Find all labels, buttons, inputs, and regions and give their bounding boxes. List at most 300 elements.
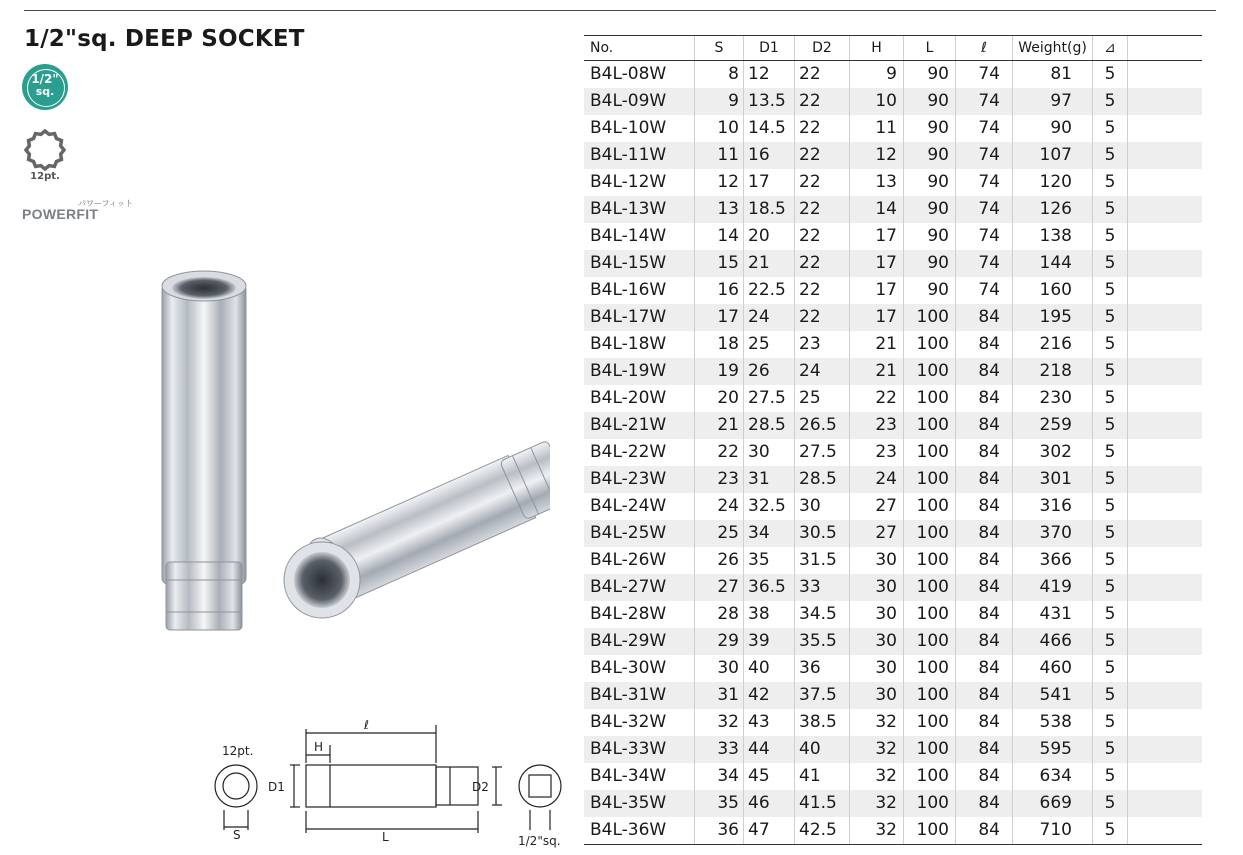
header-weight: Weight(g) [1013, 36, 1093, 61]
header-d1: D1 [744, 36, 795, 61]
cell-d2: 33 [795, 574, 850, 601]
cell-weight: 538 [1013, 709, 1093, 736]
cell-l: 90 [904, 169, 956, 196]
cell-no: B4L-35W [584, 790, 695, 817]
cell-s: 29 [695, 628, 744, 655]
cell-s: 12 [695, 169, 744, 196]
cell-s: 22 [695, 439, 744, 466]
cell-d1: 35 [744, 547, 795, 574]
cell-h: 9 [850, 61, 904, 89]
cell-no: B4L-08W [584, 61, 695, 89]
dimension-diagram [200, 715, 580, 855]
cell-ell: 84 [956, 358, 1013, 385]
cell-l: 90 [904, 61, 956, 89]
cell-s: 36 [695, 817, 744, 845]
table-row [584, 277, 1202, 304]
cell-blank [1128, 439, 1203, 466]
cell-no: B4L-22W [584, 439, 695, 466]
cell-s: 11 [695, 142, 744, 169]
table-row [584, 547, 1202, 574]
diagram-label-12pt: 12pt. [222, 744, 254, 758]
cell-blank [1128, 142, 1203, 169]
cell-no: B4L-09W [584, 88, 695, 115]
cell-pack-qty: 5 [1093, 655, 1128, 682]
table-row [584, 142, 1202, 169]
cell-s: 20 [695, 385, 744, 412]
table-row [584, 628, 1202, 655]
cell-no: B4L-17W [584, 304, 695, 331]
cell-blank [1128, 682, 1203, 709]
cell-weight: 259 [1013, 412, 1093, 439]
cell-h: 32 [850, 790, 904, 817]
cell-d1: 42 [744, 682, 795, 709]
cell-d1: 20 [744, 223, 795, 250]
cell-pack-qty: 5 [1093, 790, 1128, 817]
brand-name: POWERFIT [22, 206, 99, 222]
cell-d1: 28.5 [744, 412, 795, 439]
cell-weight: 126 [1013, 196, 1093, 223]
cell-weight: 710 [1013, 817, 1093, 845]
cell-d1: 31 [744, 466, 795, 493]
cell-weight: 301 [1013, 466, 1093, 493]
cell-s: 18 [695, 331, 744, 358]
cell-no: B4L-21W [584, 412, 695, 439]
cell-blank [1128, 412, 1203, 439]
cell-weight: 541 [1013, 682, 1093, 709]
cell-d1: 44 [744, 736, 795, 763]
cell-h: 10 [850, 88, 904, 115]
twelve-point-icon [22, 128, 68, 172]
cell-l: 90 [904, 88, 956, 115]
cell-blank [1128, 736, 1203, 763]
cell-pack-qty: 5 [1093, 196, 1128, 223]
cell-d1: 12 [744, 61, 795, 89]
cell-l: 100 [904, 439, 956, 466]
cell-d2: 38.5 [795, 709, 850, 736]
cell-weight: 81 [1013, 61, 1093, 89]
cell-no: B4L-24W [584, 493, 695, 520]
drive-size-badge [22, 64, 68, 110]
cell-d1: 32.5 [744, 493, 795, 520]
cell-pack-qty: 5 [1093, 466, 1128, 493]
cell-l: 100 [904, 520, 956, 547]
cell-ell: 84 [956, 466, 1013, 493]
cell-s: 25 [695, 520, 744, 547]
cell-ell: 74 [956, 196, 1013, 223]
table-row [584, 709, 1202, 736]
cell-d1: 21 [744, 250, 795, 277]
cell-d2: 22 [795, 169, 850, 196]
cell-h: 30 [850, 601, 904, 628]
cell-l: 90 [904, 142, 956, 169]
cell-d2: 30 [795, 493, 850, 520]
cell-d1: 13.5 [744, 88, 795, 115]
cell-h: 21 [850, 331, 904, 358]
cell-weight: 90 [1013, 115, 1093, 142]
cell-h: 27 [850, 493, 904, 520]
cell-blank [1128, 385, 1203, 412]
cell-d2: 30.5 [795, 520, 850, 547]
twelve-point-label: 12pt. [30, 171, 60, 182]
cell-d2: 22 [795, 223, 850, 250]
table-row [584, 574, 1202, 601]
cell-l: 100 [904, 628, 956, 655]
cell-blank [1128, 304, 1203, 331]
header-no: No. [584, 36, 695, 61]
table-row [584, 250, 1202, 277]
header-pack-qty-icon: ⊿ [1093, 36, 1128, 61]
cell-l: 90 [904, 250, 956, 277]
cell-no: B4L-27W [584, 574, 695, 601]
cell-d1: 34 [744, 520, 795, 547]
cell-pack-qty: 5 [1093, 88, 1128, 115]
cell-weight: 144 [1013, 250, 1093, 277]
cell-s: 10 [695, 115, 744, 142]
cell-weight: 366 [1013, 547, 1093, 574]
cell-h: 32 [850, 817, 904, 845]
cell-pack-qty: 5 [1093, 169, 1128, 196]
cell-l: 100 [904, 574, 956, 601]
cell-d2: 24 [795, 358, 850, 385]
table-row [584, 385, 1202, 412]
cell-blank [1128, 331, 1203, 358]
cell-d1: 45 [744, 763, 795, 790]
cell-l: 100 [904, 547, 956, 574]
header-blank [1128, 36, 1203, 61]
cell-s: 13 [695, 196, 744, 223]
cell-l: 100 [904, 601, 956, 628]
cell-d1: 18.5 [744, 196, 795, 223]
cell-ell: 84 [956, 763, 1013, 790]
cell-s: 15 [695, 250, 744, 277]
cell-pack-qty: 5 [1093, 493, 1128, 520]
cell-d2: 22 [795, 61, 850, 89]
cell-weight: 302 [1013, 439, 1093, 466]
cell-s: 26 [695, 547, 744, 574]
cell-no: B4L-26W [584, 547, 695, 574]
cell-weight: 466 [1013, 628, 1093, 655]
header-h: H [850, 36, 904, 61]
cell-pack-qty: 5 [1093, 439, 1128, 466]
cell-pack-qty: 5 [1093, 601, 1128, 628]
cell-l: 90 [904, 115, 956, 142]
diagram-label-drive: 1/2"sq. [518, 834, 561, 848]
cell-l: 100 [904, 682, 956, 709]
cell-h: 27 [850, 520, 904, 547]
cell-blank [1128, 88, 1203, 115]
cell-no: B4L-19W [584, 358, 695, 385]
cell-s: 30 [695, 655, 744, 682]
cell-h: 30 [850, 655, 904, 682]
table-row [584, 331, 1202, 358]
cell-ell: 74 [956, 88, 1013, 115]
cell-l: 100 [904, 385, 956, 412]
cell-blank [1128, 790, 1203, 817]
cell-ell: 84 [956, 547, 1013, 574]
cell-ell: 84 [956, 520, 1013, 547]
table-row [584, 412, 1202, 439]
cell-d1: 43 [744, 709, 795, 736]
cell-pack-qty: 5 [1093, 115, 1128, 142]
cell-no: B4L-23W [584, 466, 695, 493]
cell-h: 14 [850, 196, 904, 223]
cell-d2: 27.5 [795, 439, 850, 466]
header-ell: ℓ [956, 36, 1013, 61]
cell-no: B4L-34W [584, 763, 695, 790]
cell-l: 90 [904, 277, 956, 304]
cell-blank [1128, 493, 1203, 520]
header-d2: D2 [795, 36, 850, 61]
cell-blank [1128, 709, 1203, 736]
cell-l: 100 [904, 304, 956, 331]
cell-ell: 84 [956, 601, 1013, 628]
cell-no: B4L-15W [584, 250, 695, 277]
cell-d1: 27.5 [744, 385, 795, 412]
cell-s: 8 [695, 61, 744, 89]
cell-d2: 35.5 [795, 628, 850, 655]
cell-l: 100 [904, 493, 956, 520]
cell-h: 21 [850, 358, 904, 385]
table-row [584, 736, 1202, 763]
cell-blank [1128, 574, 1203, 601]
cell-s: 23 [695, 466, 744, 493]
cell-s: 9 [695, 88, 744, 115]
cell-ell: 84 [956, 412, 1013, 439]
cell-d2: 34.5 [795, 601, 850, 628]
cell-no: B4L-10W [584, 115, 695, 142]
cell-blank [1128, 115, 1203, 142]
diagram-label-d2: D2 [472, 780, 489, 794]
table-row [584, 466, 1202, 493]
cell-no: B4L-32W [584, 709, 695, 736]
cell-d2: 28.5 [795, 466, 850, 493]
cell-h: 30 [850, 574, 904, 601]
cell-d1: 16 [744, 142, 795, 169]
table-row [584, 520, 1202, 547]
cell-ell: 74 [956, 61, 1013, 89]
cell-blank [1128, 250, 1203, 277]
product-photo [150, 262, 550, 642]
cell-l: 100 [904, 412, 956, 439]
cell-h: 17 [850, 223, 904, 250]
cell-ell: 84 [956, 709, 1013, 736]
cell-weight: 419 [1013, 574, 1093, 601]
table-row [584, 763, 1202, 790]
cell-weight: 195 [1013, 304, 1093, 331]
cell-s: 21 [695, 412, 744, 439]
cell-pack-qty: 5 [1093, 250, 1128, 277]
cell-weight: 316 [1013, 493, 1093, 520]
cell-no: B4L-18W [584, 331, 695, 358]
cell-l: 100 [904, 655, 956, 682]
cell-h: 13 [850, 169, 904, 196]
cell-h: 12 [850, 142, 904, 169]
cell-no: B4L-33W [584, 736, 695, 763]
cell-l: 100 [904, 736, 956, 763]
table-row [584, 439, 1202, 466]
cell-s: 31 [695, 682, 744, 709]
cell-pack-qty: 5 [1093, 736, 1128, 763]
cell-weight: 460 [1013, 655, 1093, 682]
cell-d2: 22 [795, 304, 850, 331]
cell-weight: 669 [1013, 790, 1093, 817]
cell-h: 30 [850, 682, 904, 709]
table-row [584, 304, 1202, 331]
cell-pack-qty: 5 [1093, 142, 1128, 169]
cell-d1: 22.5 [744, 277, 795, 304]
cell-no: B4L-31W [584, 682, 695, 709]
cell-no: B4L-30W [584, 655, 695, 682]
cell-weight: 120 [1013, 169, 1093, 196]
cell-no: B4L-14W [584, 223, 695, 250]
page-title: 1/2"sq. DEEP SOCKET [24, 26, 305, 52]
cell-ell: 74 [956, 250, 1013, 277]
cell-weight: 230 [1013, 385, 1093, 412]
cell-h: 17 [850, 250, 904, 277]
cell-d1: 46 [744, 790, 795, 817]
cell-ell: 84 [956, 682, 1013, 709]
cell-d1: 24 [744, 304, 795, 331]
cell-blank [1128, 277, 1203, 304]
cell-d1: 40 [744, 655, 795, 682]
cell-d2: 37.5 [795, 682, 850, 709]
cell-no: B4L-36W [584, 817, 695, 845]
cell-pack-qty: 5 [1093, 682, 1128, 709]
cell-d2: 26.5 [795, 412, 850, 439]
cell-ell: 84 [956, 655, 1013, 682]
cell-ell: 74 [956, 277, 1013, 304]
cell-d2: 40 [795, 736, 850, 763]
table-row [584, 817, 1202, 845]
header-s: S [695, 36, 744, 61]
cell-weight: 370 [1013, 520, 1093, 547]
table-row [584, 88, 1202, 115]
cell-no: B4L-29W [584, 628, 695, 655]
cell-l: 100 [904, 466, 956, 493]
cell-pack-qty: 5 [1093, 277, 1128, 304]
cell-weight: 97 [1013, 88, 1093, 115]
cell-pack-qty: 5 [1093, 520, 1128, 547]
cell-d1: 36.5 [744, 574, 795, 601]
cell-ell: 74 [956, 169, 1013, 196]
cell-ell: 74 [956, 115, 1013, 142]
table-row [584, 223, 1202, 250]
cell-blank [1128, 601, 1203, 628]
cell-h: 24 [850, 466, 904, 493]
cell-l: 100 [904, 763, 956, 790]
cell-d1: 30 [744, 439, 795, 466]
table-row [584, 115, 1202, 142]
cell-d1: 17 [744, 169, 795, 196]
cell-s: 32 [695, 709, 744, 736]
cell-d2: 22 [795, 88, 850, 115]
cell-l: 100 [904, 817, 956, 845]
cell-ell: 84 [956, 385, 1013, 412]
cell-no: B4L-25W [584, 520, 695, 547]
cell-h: 32 [850, 709, 904, 736]
cell-d1: 39 [744, 628, 795, 655]
cell-pack-qty: 5 [1093, 574, 1128, 601]
cell-blank [1128, 196, 1203, 223]
cell-pack-qty: 5 [1093, 763, 1128, 790]
cell-no: B4L-13W [584, 196, 695, 223]
cell-blank [1128, 223, 1203, 250]
cell-blank [1128, 61, 1203, 89]
cell-h: 32 [850, 763, 904, 790]
cell-d2: 42.5 [795, 817, 850, 845]
spec-table-header [584, 36, 1202, 61]
cell-h: 23 [850, 439, 904, 466]
cell-ell: 84 [956, 304, 1013, 331]
table-row [584, 655, 1202, 682]
cell-pack-qty: 5 [1093, 331, 1128, 358]
cell-h: 30 [850, 628, 904, 655]
table-row [584, 601, 1202, 628]
table-row [584, 196, 1202, 223]
cell-ell: 84 [956, 574, 1013, 601]
drive-size-line1: 1/2" [31, 72, 59, 86]
cell-ell: 74 [956, 142, 1013, 169]
cell-s: 19 [695, 358, 744, 385]
diagram-label-ell: ℓ [364, 718, 369, 732]
table-row [584, 61, 1202, 89]
cell-no: B4L-28W [584, 601, 695, 628]
cell-h: 23 [850, 412, 904, 439]
cell-h: 11 [850, 115, 904, 142]
cell-ell: 84 [956, 331, 1013, 358]
table-row [584, 169, 1202, 196]
cell-pack-qty: 5 [1093, 547, 1128, 574]
brand-kana: パワーフィット [78, 199, 133, 208]
cell-l: 90 [904, 196, 956, 223]
cell-s: 34 [695, 763, 744, 790]
cell-h: 32 [850, 736, 904, 763]
cell-d2: 22 [795, 277, 850, 304]
cell-d1: 25 [744, 331, 795, 358]
cell-weight: 107 [1013, 142, 1093, 169]
cell-blank [1128, 169, 1203, 196]
header-l: L [904, 36, 956, 61]
cell-l: 100 [904, 709, 956, 736]
cell-s: 33 [695, 736, 744, 763]
diagram-label-s: S [233, 828, 241, 842]
cell-s: 35 [695, 790, 744, 817]
cell-s: 14 [695, 223, 744, 250]
cell-ell: 84 [956, 439, 1013, 466]
cell-blank [1128, 763, 1203, 790]
table-row [584, 493, 1202, 520]
cell-blank [1128, 817, 1203, 845]
cell-d2: 22 [795, 115, 850, 142]
cell-pack-qty: 5 [1093, 709, 1128, 736]
cell-no: B4L-11W [584, 142, 695, 169]
diagram-label-d1: D1 [268, 780, 285, 794]
cell-s: 24 [695, 493, 744, 520]
cell-d2: 22 [795, 142, 850, 169]
table-row [584, 790, 1202, 817]
cell-d2: 22 [795, 250, 850, 277]
cell-no: B4L-20W [584, 385, 695, 412]
drive-size-line2: sq. [35, 85, 55, 98]
cell-h: 22 [850, 385, 904, 412]
cell-d1: 26 [744, 358, 795, 385]
cell-pack-qty: 5 [1093, 304, 1128, 331]
cell-ell: 84 [956, 817, 1013, 845]
cell-blank [1128, 628, 1203, 655]
cell-d1: 47 [744, 817, 795, 845]
cell-weight: 138 [1013, 223, 1093, 250]
cell-blank [1128, 547, 1203, 574]
